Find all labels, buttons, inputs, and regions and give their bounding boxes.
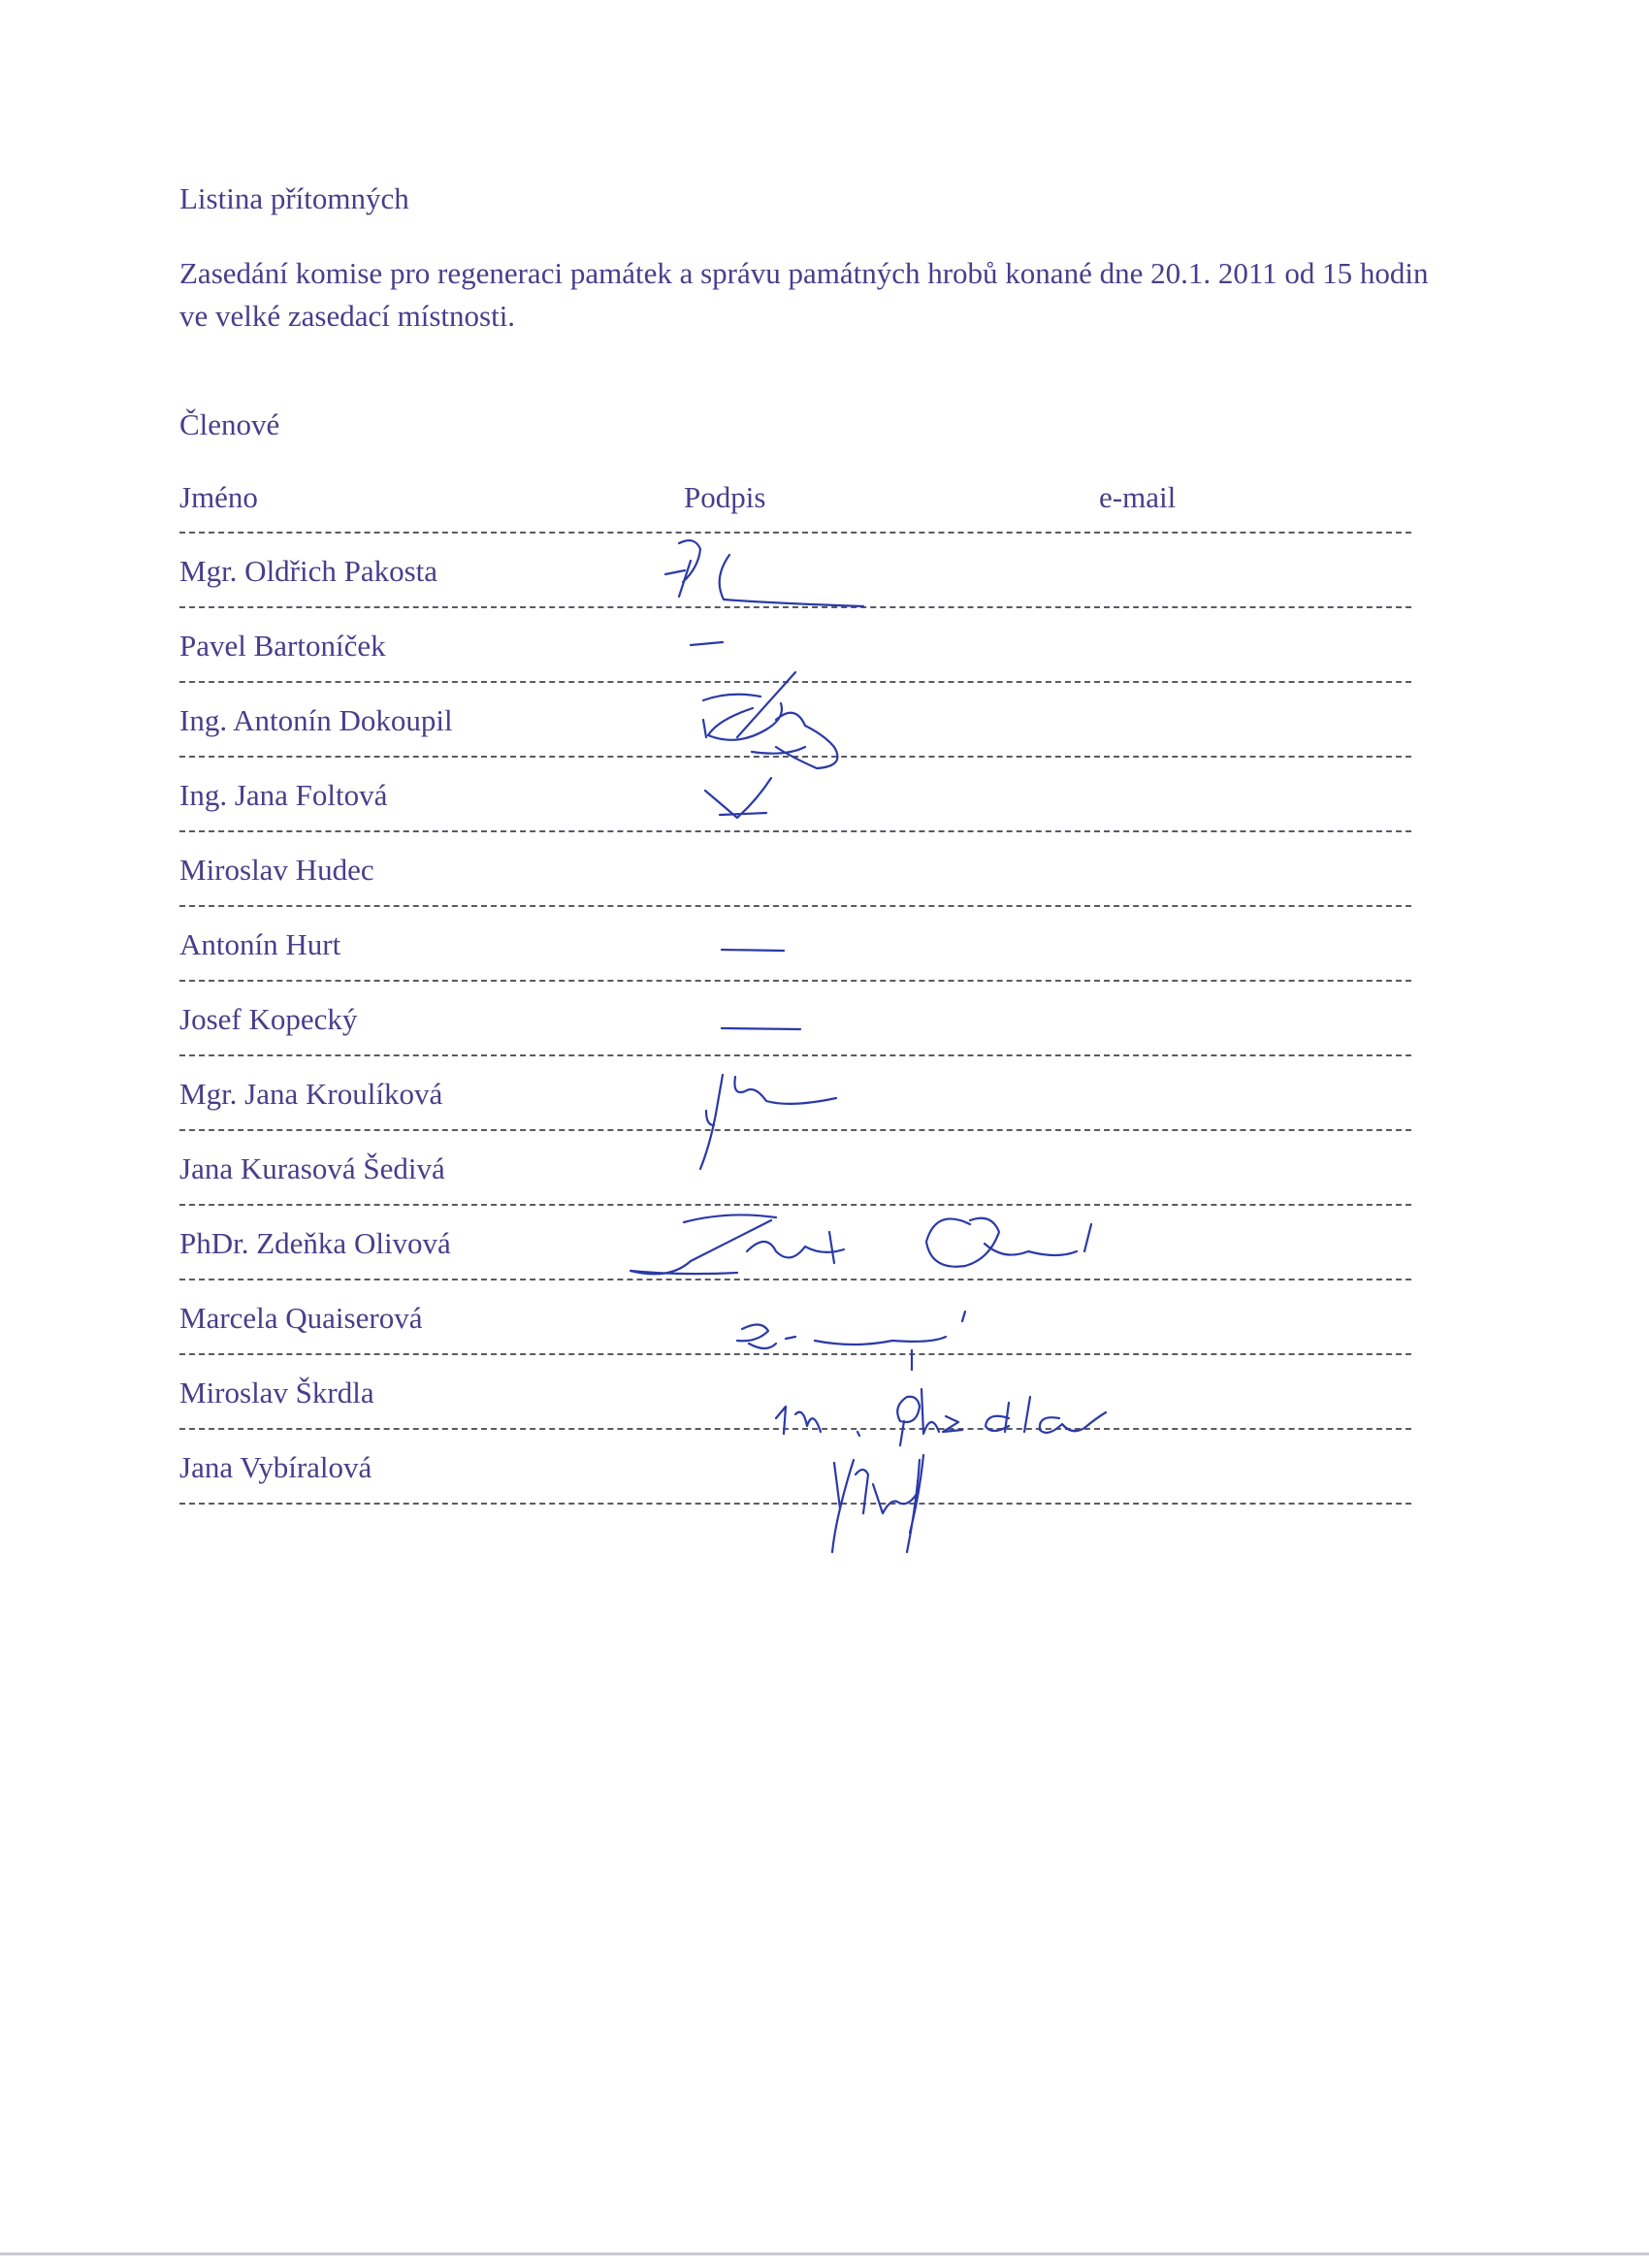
member-name: Ing. Antonín Dokoupil	[179, 703, 453, 737]
member-name: Miroslav Škrdla	[179, 1376, 374, 1409]
member-name: Mgr. Oldřich Pakosta	[179, 554, 438, 588]
table-row	[179, 832, 1411, 907]
column-header-name: Jméno	[179, 480, 258, 514]
table-row	[179, 1131, 1411, 1206]
section-heading: Členové	[179, 407, 280, 441]
table-row	[179, 534, 1411, 608]
member-name: Mgr. Jana Kroulíková	[179, 1077, 443, 1111]
table-row	[179, 907, 1411, 982]
meeting-description: Zasedání komise pro regeneraci památek a správu památných hrobů konané dne 20.1. 2011 od 15 hodin ve velké zasedací místnosti.	[179, 256, 1429, 333]
member-name: Jana Kurasová Šedivá	[179, 1151, 445, 1185]
table-row	[179, 1430, 1411, 1505]
table-row	[179, 608, 1411, 683]
member-name: Pavel Bartoníček	[179, 629, 386, 663]
table-row	[179, 1280, 1411, 1355]
column-header-email: e-mail	[1099, 480, 1177, 514]
member-name: PhDr. Zdeňka Olivová	[179, 1226, 451, 1260]
table-row	[179, 683, 1411, 758]
table-row	[179, 1056, 1411, 1131]
table-row	[179, 758, 1411, 832]
member-name: Josef Kopecký	[179, 1002, 358, 1036]
member-name: Antonín Hurt	[179, 927, 341, 961]
member-name: Miroslav Hudec	[179, 853, 374, 887]
scan-edge-line	[0, 2252, 1649, 2255]
members-table	[179, 532, 1411, 1505]
table-row	[179, 1206, 1411, 1280]
member-name: Ing. Jana Foltová	[179, 778, 388, 812]
column-header-signature: Podpis	[684, 480, 766, 514]
table-row	[179, 982, 1411, 1056]
member-name: Jana Vybíralová	[179, 1450, 372, 1484]
document-title: Listina přítomných	[179, 181, 409, 215]
member-name: Marcela Quaiserová	[179, 1301, 423, 1335]
table-row	[179, 1355, 1411, 1430]
